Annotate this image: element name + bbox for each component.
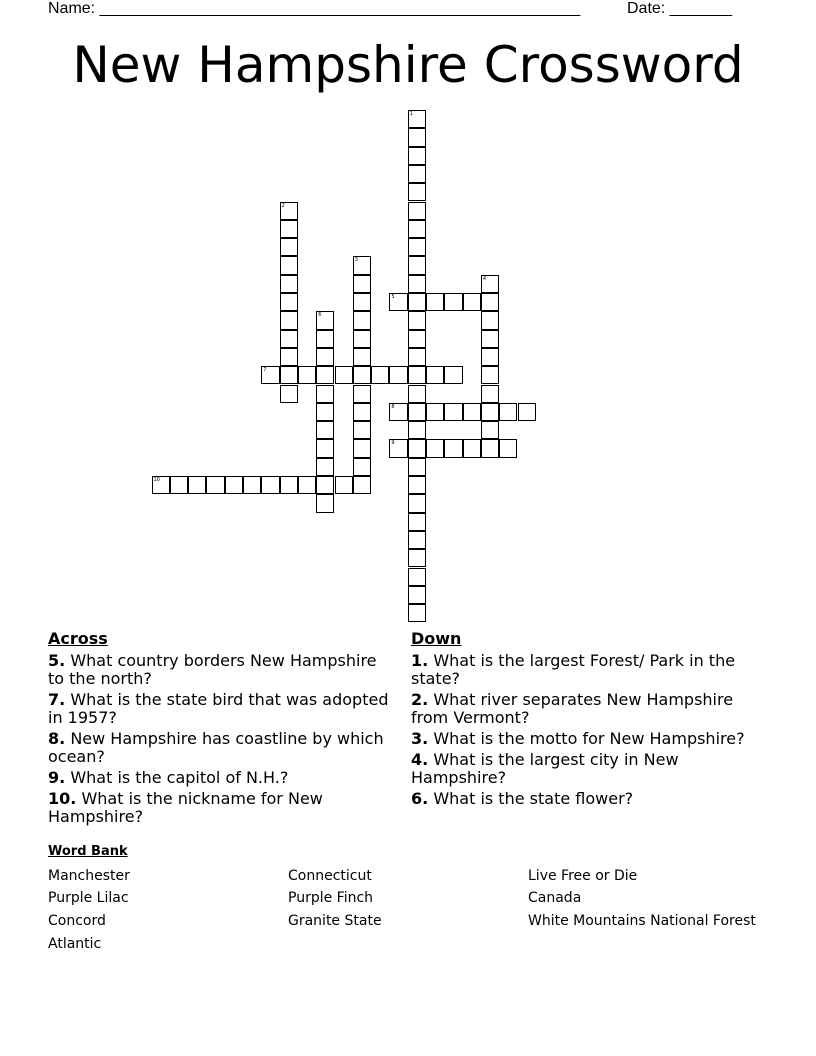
cell-number: 6 bbox=[318, 312, 322, 319]
crossword-cell[interactable] bbox=[481, 348, 499, 366]
crossword-cell[interactable] bbox=[481, 330, 499, 348]
clue-text: What is the state bird that was adopted in 1957? bbox=[48, 690, 389, 727]
crossword-cell[interactable] bbox=[444, 439, 462, 457]
clue-text: New Hampshire has coastline by which ocean? bbox=[48, 729, 384, 766]
crossword-cell[interactable] bbox=[335, 476, 353, 494]
cell-number: 10 bbox=[153, 477, 160, 483]
crossword-cell[interactable] bbox=[280, 293, 298, 311]
clue-text: What is the nickname for New Hampshire? bbox=[48, 789, 323, 826]
crossword-cell[interactable] bbox=[444, 403, 462, 421]
crossword-cell[interactable] bbox=[426, 293, 444, 311]
crossword-cell[interactable] bbox=[170, 476, 188, 494]
crossword-cell[interactable] bbox=[353, 348, 371, 366]
cell-number: 2 bbox=[281, 202, 285, 209]
crossword-cell[interactable] bbox=[408, 439, 426, 457]
crossword-cell[interactable] bbox=[316, 330, 334, 348]
crossword-cell[interactable] bbox=[408, 476, 426, 494]
word-bank-item: Live Free or Die bbox=[528, 868, 638, 884]
cell-number: 3 bbox=[354, 257, 358, 264]
cell-number: 9 bbox=[391, 440, 395, 447]
crossword-cell[interactable] bbox=[481, 421, 499, 439]
crossword-cell[interactable] bbox=[408, 128, 426, 146]
crossword-cell[interactable] bbox=[426, 366, 444, 384]
crossword-cell[interactable] bbox=[463, 293, 481, 311]
crossword-cell[interactable] bbox=[316, 421, 334, 439]
clue-down-4 bbox=[411, 751, 766, 787]
crossword-cell[interactable] bbox=[335, 366, 353, 384]
across-clues bbox=[48, 630, 393, 829]
crossword-cell[interactable] bbox=[280, 220, 298, 238]
clue-number: 2. bbox=[411, 690, 429, 709]
clue-text: What is the state flower? bbox=[433, 789, 634, 808]
word-bank-item: Concord bbox=[48, 913, 106, 929]
clue-text: What is the capitol of N.H.? bbox=[70, 768, 289, 787]
cell-number: 7 bbox=[263, 367, 267, 374]
crossword-cell[interactable] bbox=[408, 330, 426, 348]
crossword-cell[interactable] bbox=[316, 348, 334, 366]
crossword-cell[interactable] bbox=[389, 403, 407, 421]
crossword-cell[interactable] bbox=[353, 385, 371, 403]
crossword-cell[interactable] bbox=[499, 403, 517, 421]
crossword-cell[interactable] bbox=[463, 403, 481, 421]
word-bank-item: Purple Lilac bbox=[48, 890, 129, 906]
clue-number: 3. bbox=[411, 729, 429, 748]
crossword-cell[interactable] bbox=[426, 439, 444, 457]
word-bank-item: White Mountains National Forest bbox=[528, 913, 756, 929]
clue-across-10 bbox=[48, 790, 393, 826]
cell-number: 8 bbox=[391, 403, 395, 410]
across-heading: Across bbox=[48, 629, 108, 648]
clue-number: 6. bbox=[411, 789, 429, 808]
down-clues bbox=[411, 630, 766, 811]
crossword-cell[interactable] bbox=[408, 385, 426, 403]
crossword-cell[interactable] bbox=[408, 549, 426, 567]
cell-number: 4 bbox=[482, 275, 487, 282]
crossword-cell[interactable] bbox=[353, 403, 371, 421]
clue-text: What is the largest Forest/ Park in the state? bbox=[411, 651, 736, 688]
crossword-cell[interactable] bbox=[426, 403, 444, 421]
crossword-cell[interactable] bbox=[280, 256, 298, 274]
crossword-cell[interactable] bbox=[481, 293, 499, 311]
clue-down-2 bbox=[411, 691, 766, 727]
crossword-cell[interactable] bbox=[481, 385, 499, 403]
clue-down-1 bbox=[411, 652, 766, 688]
clue-number: 1. bbox=[411, 651, 429, 670]
crossword-cell[interactable] bbox=[353, 275, 371, 293]
crossword-cell[interactable] bbox=[408, 586, 426, 604]
crossword-cell[interactable] bbox=[261, 476, 279, 494]
crossword-cell[interactable] bbox=[408, 238, 426, 256]
name-field[interactable]: Name: ______________________________________________________ bbox=[48, 0, 581, 17]
clue-text: What is the motto for New Hampshire? bbox=[433, 729, 745, 748]
crossword-cell[interactable] bbox=[408, 458, 426, 476]
crossword-cell[interactable] bbox=[408, 293, 426, 311]
down-heading: Down bbox=[411, 629, 462, 648]
word-bank-item: Granite State bbox=[288, 913, 382, 929]
crossword-cell[interactable] bbox=[353, 330, 371, 348]
crossword-cell[interactable] bbox=[408, 110, 426, 128]
crossword-cell[interactable] bbox=[280, 202, 298, 220]
crossword-cell[interactable] bbox=[316, 476, 334, 494]
crossword-cell[interactable] bbox=[444, 366, 462, 384]
crossword-cell[interactable] bbox=[280, 275, 298, 293]
crossword-cell[interactable] bbox=[353, 311, 371, 329]
crossword-cell[interactable] bbox=[298, 366, 316, 384]
crossword-cell[interactable] bbox=[280, 348, 298, 366]
crossword-cell[interactable] bbox=[316, 311, 334, 329]
crossword-cell[interactable] bbox=[353, 293, 371, 311]
cell-number: 1 bbox=[409, 111, 413, 117]
clue-across-8 bbox=[48, 730, 393, 766]
crossword-cell[interactable] bbox=[280, 330, 298, 348]
clue-across-5 bbox=[48, 652, 393, 688]
crossword-cell[interactable] bbox=[408, 494, 426, 512]
crossword-cell[interactable] bbox=[408, 275, 426, 293]
crossword-cell[interactable] bbox=[408, 568, 426, 586]
clue-down-3 bbox=[411, 730, 766, 748]
page-title: New Hampshire Crossword bbox=[72, 36, 744, 94]
crossword-cell[interactable] bbox=[316, 385, 334, 403]
crossword-cell[interactable] bbox=[499, 439, 517, 457]
crossword-cell[interactable] bbox=[389, 293, 407, 311]
word-bank-item: Purple Finch bbox=[288, 890, 374, 906]
clue-across-9 bbox=[48, 769, 393, 787]
crossword-cell[interactable] bbox=[408, 366, 426, 384]
clue-across-7 bbox=[48, 691, 393, 727]
crossword-cell[interactable] bbox=[316, 439, 334, 457]
crossword-cell[interactable] bbox=[316, 366, 334, 384]
crossword-cell[interactable] bbox=[353, 476, 371, 494]
crossword-cell[interactable] bbox=[353, 366, 371, 384]
crossword-cell[interactable] bbox=[261, 366, 279, 384]
clue-number: 4. bbox=[411, 750, 429, 769]
crossword-cell[interactable] bbox=[316, 403, 334, 421]
crossword-cell[interactable] bbox=[408, 513, 426, 531]
crossword-cell[interactable] bbox=[353, 421, 371, 439]
crossword-cell[interactable] bbox=[408, 202, 426, 220]
crossword-cell[interactable] bbox=[188, 476, 206, 494]
clue-text: What country borders New Hampshire to the north? bbox=[48, 651, 377, 688]
clue-number: 7. bbox=[48, 690, 66, 709]
crossword-cell[interactable] bbox=[408, 604, 426, 622]
crossword-cell[interactable] bbox=[518, 403, 536, 421]
crossword-cell[interactable] bbox=[152, 476, 170, 494]
crossword-cell[interactable] bbox=[353, 256, 371, 274]
crossword-cell[interactable] bbox=[463, 439, 481, 457]
word-bank-item: Connecticut bbox=[288, 868, 372, 884]
crossword-cell[interactable] bbox=[389, 439, 407, 457]
crossword-cell[interactable] bbox=[353, 458, 371, 476]
crossword-cell[interactable] bbox=[481, 439, 499, 457]
crossword-cell[interactable] bbox=[280, 311, 298, 329]
crossword-cell[interactable] bbox=[280, 476, 298, 494]
crossword-cell[interactable] bbox=[444, 293, 462, 311]
word-bank-item: Atlantic bbox=[48, 936, 102, 952]
crossword-cell[interactable] bbox=[408, 421, 426, 439]
word-bank-item: Manchester bbox=[48, 868, 130, 884]
crossword-cell[interactable] bbox=[316, 494, 334, 512]
crossword-cell[interactable] bbox=[408, 348, 426, 366]
clue-number: 10. bbox=[48, 789, 77, 808]
clue-number: 9. bbox=[48, 768, 66, 787]
clue-number: 8. bbox=[48, 729, 66, 748]
crossword-cell[interactable] bbox=[408, 256, 426, 274]
crossword-cell[interactable] bbox=[408, 147, 426, 165]
clue-text: What river separates New Hampshire from Vermont? bbox=[411, 690, 734, 727]
crossword-cell[interactable] bbox=[481, 366, 499, 384]
cell-number: 5 bbox=[391, 294, 395, 300]
crossword-cell[interactable] bbox=[371, 366, 389, 384]
crossword-cell[interactable] bbox=[316, 458, 334, 476]
crossword-cell[interactable] bbox=[225, 476, 243, 494]
crossword-cell[interactable] bbox=[243, 476, 261, 494]
crossword-cell[interactable] bbox=[408, 403, 426, 421]
date-field[interactable]: Date: _______ bbox=[627, 0, 732, 17]
crossword-cell[interactable] bbox=[408, 183, 426, 201]
crossword-cell[interactable] bbox=[280, 385, 298, 403]
crossword-cell[interactable] bbox=[389, 366, 407, 384]
crossword-cell[interactable] bbox=[481, 275, 499, 293]
crossword-cell[interactable] bbox=[408, 531, 426, 549]
crossword-cell[interactable] bbox=[408, 311, 426, 329]
crossword-cell[interactable] bbox=[353, 439, 371, 457]
crossword-cell[interactable] bbox=[408, 165, 426, 183]
crossword-cell[interactable] bbox=[481, 403, 499, 421]
clue-number: 5. bbox=[48, 651, 66, 670]
crossword-cell[interactable] bbox=[408, 220, 426, 238]
word-bank-title: Word Bank bbox=[48, 844, 128, 859]
crossword-cell[interactable] bbox=[280, 238, 298, 256]
word-bank-item: Canada bbox=[528, 890, 582, 906]
crossword-cell[interactable] bbox=[298, 476, 316, 494]
clue-down-6 bbox=[411, 790, 766, 808]
crossword-cell[interactable] bbox=[206, 476, 224, 494]
clue-text: What is the largest city in New Hampshire? bbox=[411, 750, 679, 787]
crossword-cell[interactable] bbox=[280, 366, 298, 384]
crossword-cell[interactable] bbox=[481, 311, 499, 329]
